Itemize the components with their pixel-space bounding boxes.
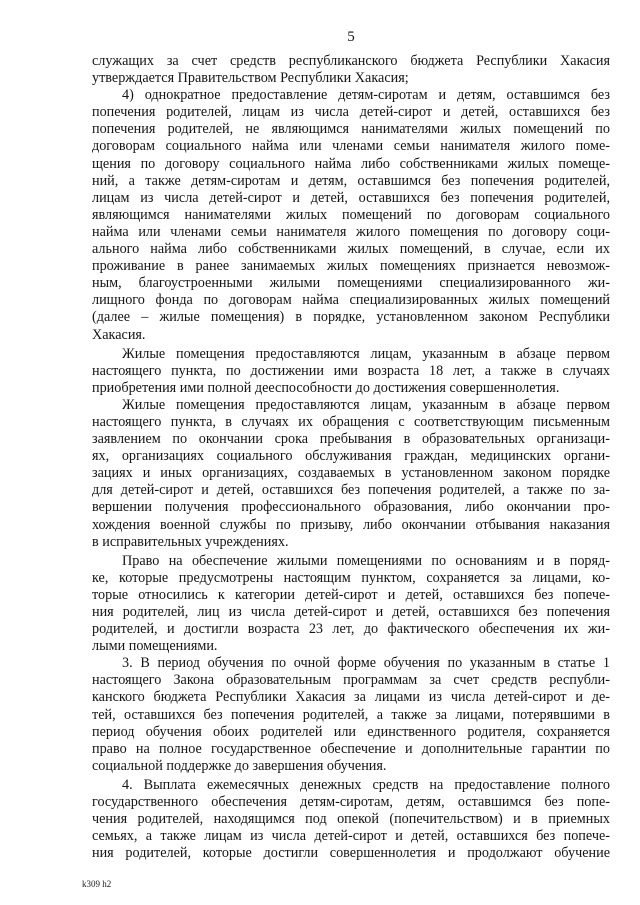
text-line: ния родителей, которые достигли совершеннолетия и продолжают обучение: [92, 845, 610, 862]
text-line: договорам социального найма или членами семьи нанимателя жилого поме-: [92, 138, 610, 155]
text-line: щения по договору социального найма либо собственниками жилых помеще-: [92, 155, 610, 172]
footer-document-code: k309 h2: [82, 879, 112, 889]
text-line: право на полное государственное обеспечение и дополнительные гарантии по: [92, 740, 610, 757]
text-line: 4) однократное предоставление детям-сиротам и детям, оставшимся без: [122, 87, 610, 104]
text-line: ным, благоустроенными жилыми помещениями специализированного жи-: [92, 275, 610, 292]
text-line: период обучения обоих родителей или единственного родителя, сохраняется: [92, 723, 610, 740]
document-body: [92, 53, 610, 862]
paragraph-item-3: [92, 655, 610, 775]
text-line: лицам из числа детей-сирот и детей, оставшихся без попечения родителей,: [92, 189, 610, 206]
text-line: вершении получения профессионального образования, либо окончании про-: [92, 499, 610, 516]
text-line: государственного обеспечения детям-сиротам, детям, оставшимся без попе-: [92, 794, 610, 811]
text-line: тей, оставшихся без попечения родителей, а также за лицами, потерявшими в: [92, 706, 610, 723]
text-line: чения родителей, находящимся под опекой (попечительством) и в приемных: [92, 811, 610, 828]
page-number: 5: [347, 29, 355, 45]
paragraph-housing-right: [92, 553, 610, 656]
text-line: социальной поддержке до завершения обучения.: [92, 757, 387, 774]
text-line: ке, которые предусмотрены настоящим пунктом, сохраняется за лицами, ко-: [92, 569, 610, 586]
text-line: 4. Выплата ежемесячных денежных средств на предоставление полного: [122, 776, 610, 793]
text-line: Жилые помещения предоставляются лицам, указанным в абзаце первом: [122, 396, 610, 413]
text-line: 3. В период обучения по очной форме обучения по указанным в статье 1: [122, 655, 610, 672]
text-line: в исправительных учреждениях.: [92, 533, 289, 550]
paragraph-continuation: [92, 53, 610, 87]
paragraph-item-4-payment: [92, 777, 610, 862]
text-line: попечения родителей, не являющимся нанимателями жилых помещений по: [92, 121, 610, 138]
text-line: Жилые помещения предоставляются лицам, указанным в абзаце первом: [122, 345, 610, 362]
text-line: служащих за счет средств республиканского бюджета Республики Хакасия: [92, 53, 610, 69]
text-line: канского бюджета Республики Хакасия за лицами из числа детей-сирот и де-: [92, 689, 610, 706]
text-line: настоящего пункта, по достижении ими возраста 18 лет, а также в случаях: [92, 362, 610, 379]
text-line: ния родителей, лиц из числа детей-сирот и детей, оставшихся без попечения: [92, 604, 610, 620]
text-line: родителей, и достигли возраста 23 лет, до фактического обеспечения их жи-: [92, 621, 610, 638]
text-line: хождения военной службы по призыву, либо окончании отбывания наказания: [92, 516, 610, 533]
text-line: попечения родителей, лицам из числа детей-сирот и детей, оставшихся без: [92, 104, 610, 121]
text-line: ях, организациях социального обслуживания граждан, медицинских органи-: [92, 448, 610, 465]
text-line: семьях, а также лицам из числа детей-сирот и детей, оставшихся без попече-: [92, 828, 610, 845]
paragraph-housing-age: [92, 346, 610, 397]
text-line: зациях и иных организациях, создаваемых в установленном законом порядке: [92, 465, 610, 482]
text-line: найма или членами семьи нанимателя жилого помещения по договору соци-: [92, 223, 610, 240]
text-line: настоящего Закона образовательным программам за счет средств республи-: [92, 672, 610, 689]
text-line: ального найма либо собственниками жилых помещений, в случае, если их: [92, 241, 610, 258]
text-line: настоящего пункта, в случаях их обращения с соответствующим письменным: [92, 413, 610, 430]
text-line: лыми помещениями.: [92, 638, 218, 655]
text-line: (далее – жилые помещения) в порядке, установленном законом Республики: [92, 309, 610, 326]
paragraph-item-4: [92, 87, 610, 343]
text-line: Хакасия.: [92, 326, 146, 343]
text-line: для детей-сирот и детей, оставшихся без попечения родителей, а также по за-: [92, 482, 610, 499]
text-line: лищного фонда по договорам найма специализированных жилых помещений: [92, 292, 610, 309]
paragraph-housing-application: [92, 397, 610, 551]
text-line: утверждается Правительством Республики Хакасия;: [92, 70, 409, 87]
text-line: торые относились к категории детей-сирот и детей, оставшихся без попече-: [92, 586, 610, 603]
text-line: заявлением по окончании срока пребывания в образовательных организаци-: [92, 431, 610, 448]
text-line: Право на обеспечение жилыми помещениями по основаниям и в поряд-: [122, 552, 610, 569]
text-line: являющимся нанимателями жилых помещений по договорам социального: [92, 206, 610, 223]
text-line: приобретения ими полной дееспособности до достижения совершеннолетия.: [92, 379, 560, 396]
text-line: проживание в ранее занимаемых жилых помещениях признается невозмож-: [92, 258, 610, 275]
text-line: ний, а также детям-сиротам и детям, оставшимся без попечения родителей,: [92, 172, 610, 189]
